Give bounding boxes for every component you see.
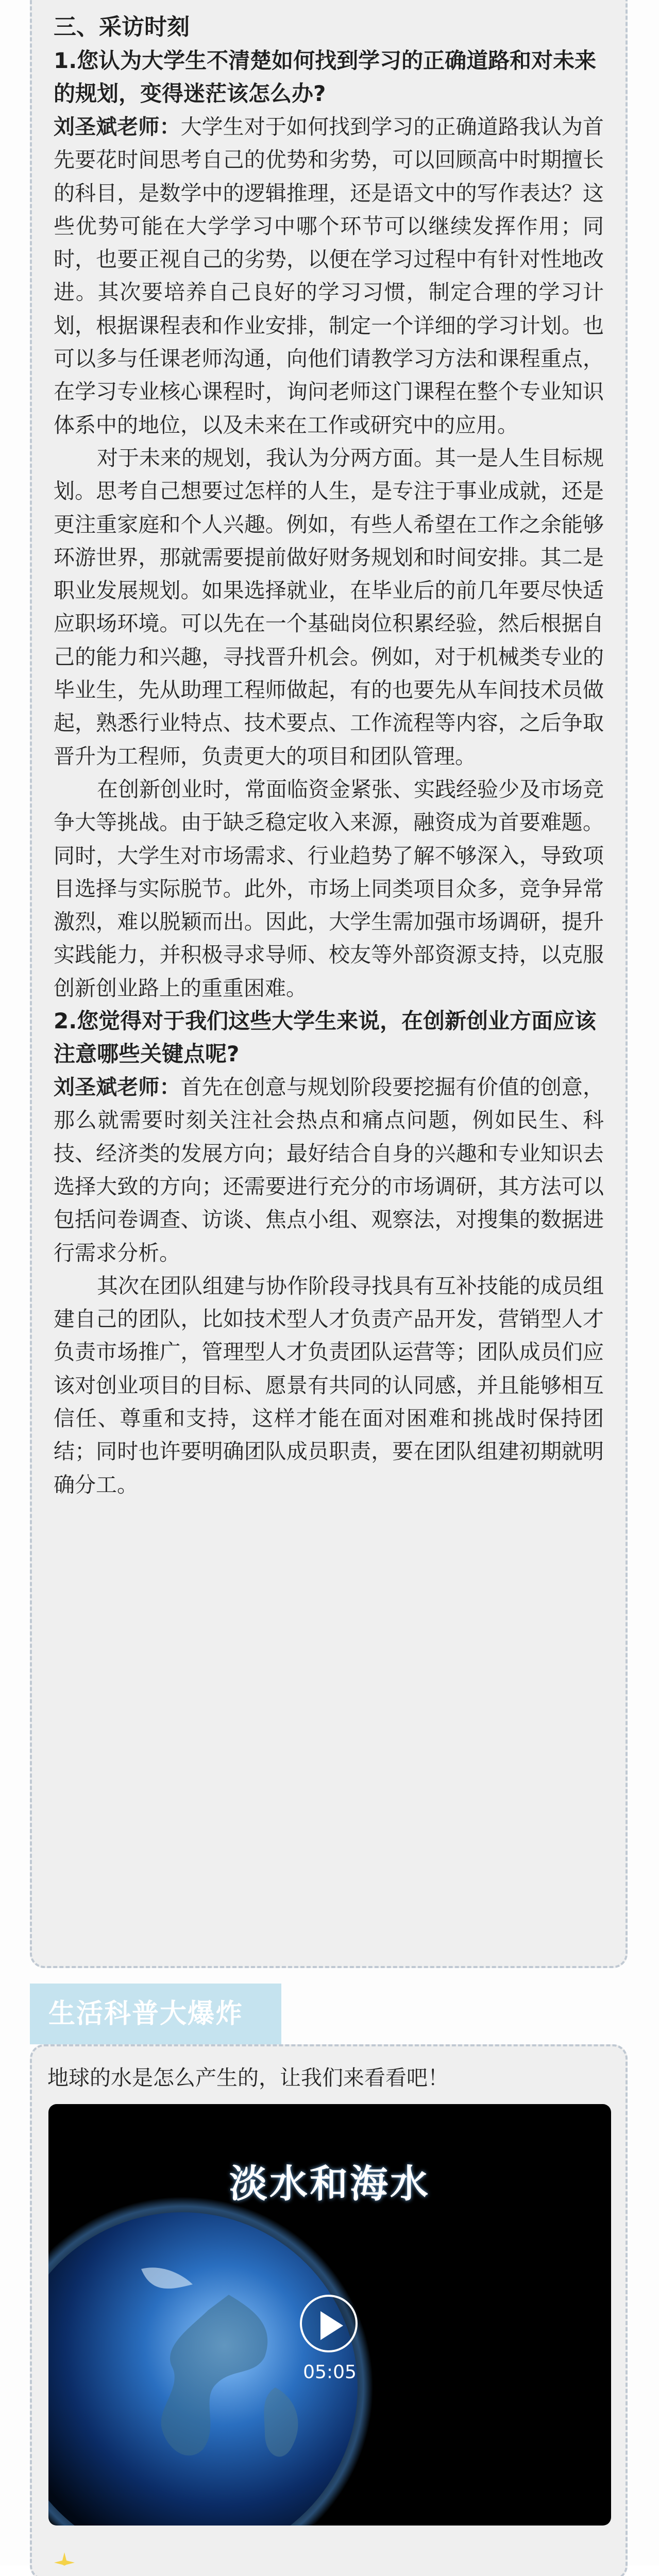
interview-card: [30, 0, 628, 1968]
video-player[interactable]: [48, 2104, 611, 2526]
answer-1-paragraph-2: 对于未来的规划，我认为分两方面。其一是人生目标规划。思考自己想要过怎样的人生，是专注于事业成就，还是更注重家庭和个人兴趣。例如，有些人希望在工作之余能够环游世界，那就需要提前做好财务规划和时间安排。其二是职业发展规划。如果选择就业，在毕业后的前几年要尽快适应职场环境。可以先在一个基础岗位积累经验，然后根据自己的能力和兴趣，寻找晋升机会。例如，对于机械类专业的毕业生，先从助理工程师做起，有的也要先从车间技术员做起，熟悉行业特点、技术要点、工作流程等内容，之后争取晋升为工程师，负责更大的项目和团队管理。: [54, 445, 604, 769]
science-header-label: 生活科普大爆炸: [48, 1998, 244, 2029]
earth-thumbnail: [48, 2192, 378, 2526]
speaker-label: 刘圣斌老师：: [54, 114, 181, 139]
science-card: [30, 2044, 628, 2576]
answer-2-paragraph-2: 其次在团队组建与协作阶段寻找具有互补技能的成员组建自己的团队，比如技术型人才负责产品开发，营销型人才负责市场推广，管理型人才负责团队运营等；团队成员们应该对创业项目的目标、愿景有共同的认同感，并且能够相互信任、尊重和支持，这样才能在面对困难和挑战时保持团结；同时也许要明确团队成员职责，要在团队组建初期就明确分工。: [54, 1273, 604, 1497]
speaker-label: 刘圣斌老师：: [54, 1075, 181, 1100]
play-button[interactable]: [300, 2295, 358, 2352]
video-duration: 05:05: [303, 2362, 357, 2383]
answer-1-paragraph-3: 在创新创业时，常面临资金紧张、实践经验少及市场竞争大等挑战。由于缺乏稳定收入来源，融资成为首要难题。同时，大学生对市场需求、行业趋势了解不够深入，导致项目选择与实际脱节。此外，市场上同类项目众多，竞争异常激烈，难以脱颖而出。因此，大学生需加强市场调研，提升实践能力，并积极寻求导师、校友等外部资源支持，以克服创新创业路上的重重困难。: [54, 776, 604, 1001]
science-section-header: [30, 1984, 281, 2044]
answer-1-paragraph-1: [54, 110, 604, 442]
answer-2-paragraph-1: [54, 1071, 604, 1269]
section-title: 三、采访时刻: [54, 14, 190, 40]
answer-1-text: 大学生对于如何找到学习的正确道路我认为首先要花时间思考自己的优势和劣势，可以回顾高中时期擅长的科目，是数学中的逻辑推理，还是语文中的写作表达？这些优势可能在大学学习中哪个环节可以继续发挥作用；同时，也要正视自己的劣势，以便在学习过程中有针对性地改进。其次要培养自己良好的学习习惯，制定合理的学习计划，根据课程表和作业安排，制定一个详细的学习计划。也可以多与任课老师沟通，向他们请教学习方法和课程重点，在学习专业核心课程时，询问老师这门课程在整个专业知识体系中的地位，以及未来在工作或研究中的应用。: [54, 114, 604, 437]
question-1: 1.您认为大学生不清楚如何找到学习的正确道路和对未来的规划，变得迷茫该怎么办?: [54, 48, 597, 106]
play-icon: [318, 2310, 345, 2341]
video-title: 淡水和海水: [229, 2162, 430, 2206]
question-2: 2.您觉得对于我们这些大学生来说，在创新创业方面应该注意哪些关键点呢?: [54, 1008, 597, 1067]
science-intro-text: 地球的水是怎么产生的，让我们来看看吧！: [47, 2065, 449, 2090]
answer-2-text: 首先在创意与规划阶段要挖掘有价值的创意，那么就需要时刻关注社会热点和痛点问题，例如民生、科技、经济类的发展方向；最好结合自身的兴趣和专业知识去选择大致的方向；还需要进行充分的市场调研，其方法可以包括问卷调查、访谈、焦点小组、观察法，对搜集的数据进行需求分析。: [54, 1075, 604, 1265]
sparkle-icon: [49, 2550, 80, 2566]
